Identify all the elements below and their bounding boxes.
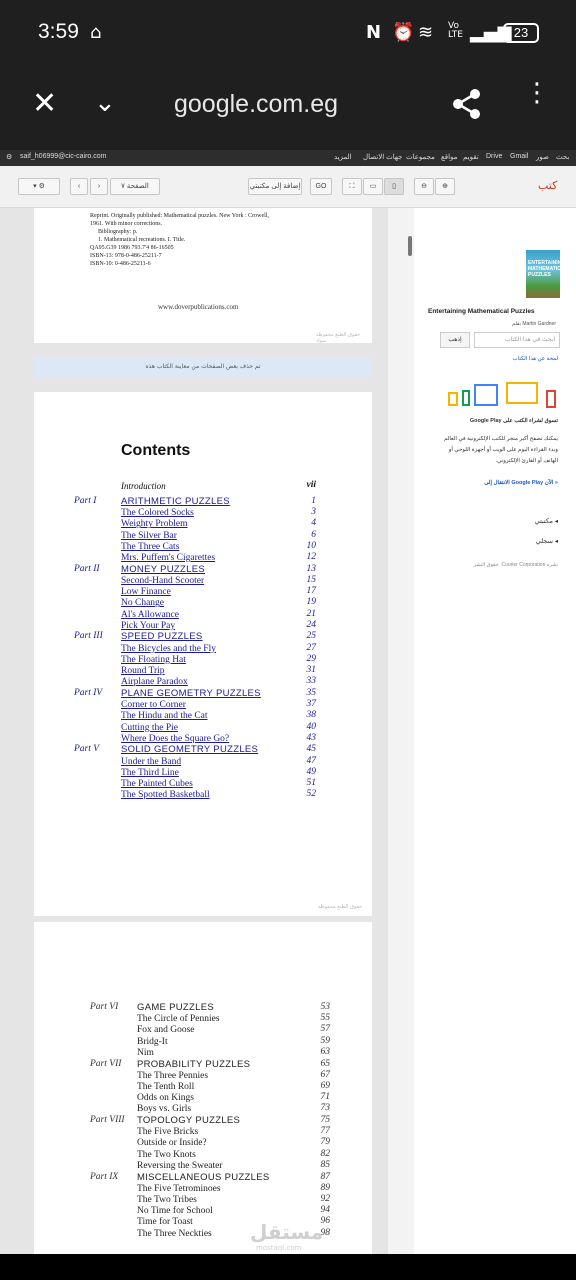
play-heading: تسوق لشراء الكتب على Google Play (469, 418, 558, 424)
battery-indicator: 23 (503, 23, 539, 43)
toc-entry-page: 77 (320, 1126, 330, 1137)
toc-entry[interactable]: Airplane Paradox (121, 677, 188, 688)
toc-entry[interactable]: The Bicycles and the Fly (121, 643, 216, 654)
toc-entry-page: 40 (306, 721, 316, 732)
part-title[interactable]: MONEY PUZZLES (121, 563, 205, 575)
copyright-line: 1961. With minor corrections. (90, 221, 163, 227)
add-to-library-button[interactable]: إضافة إلى مكتبتي (248, 178, 302, 195)
volte-label: Vo LTE (448, 21, 463, 40)
toc-entry-page: 94 (320, 1205, 330, 1216)
google-bar (0, 150, 576, 166)
toc-entry[interactable]: Mrs. Puffem's Cigarettes (121, 553, 216, 563)
copyright-line: ISBN-13: 978-0-486-25211-7 (90, 253, 162, 259)
toc-entry-page: 6 (311, 529, 316, 540)
clock: 3:59 (38, 20, 79, 43)
part-label: Part IX (90, 1171, 119, 1182)
part-label: Part V (74, 744, 100, 755)
prev-page-button[interactable]: ‹ (70, 178, 88, 195)
two-page-icon[interactable]: ▭ (363, 178, 383, 195)
toc-entry[interactable]: Low Finance (121, 587, 171, 598)
books-toolbar (0, 166, 576, 208)
toc-entry-page: 49 (306, 766, 316, 777)
part-label: Part II (74, 563, 100, 574)
part-page: 65 (320, 1058, 330, 1069)
alarm-icon: ⏰ (392, 22, 415, 43)
gbar-link-contacts[interactable]: جهات الاتصال (363, 154, 403, 161)
pages-omitted-notice: تم حذف بعض الصفحات من معاينة الكتاب هذه (34, 357, 372, 377)
publisher-info: نشره Courier Corporation. حقوق النشر (473, 562, 558, 568)
mostaql-logo-sub: mostaql.com (256, 1244, 302, 1252)
gbar-link-drive[interactable]: Drive (486, 153, 503, 160)
copyright-line: QA95.G39 1986 793.7'4 86-16505 (90, 245, 174, 251)
zoom-out-icon[interactable]: ⊖ (414, 178, 434, 195)
copyright-line: Reprint. Originally published: Mathematical puzzles. New York : Crowell, (90, 213, 269, 219)
play-description: يمكنك تصفح أكبر متجر للكتب الإلكترونية في العالم وبدء القراءة اليوم على الويب أو أجهزة اللوحي أو الهاتف أو القارئ الإلكتروني. (444, 436, 558, 464)
toc-entry: The Two Tribes (137, 1194, 197, 1205)
toc-entry-page: 63 (320, 1046, 330, 1057)
toc-entry[interactable]: The Colored Socks (121, 508, 194, 519)
toc-entry: The Three Pennies (137, 1070, 209, 1081)
part-page: 87 (320, 1171, 330, 1182)
toc-entry[interactable]: Weighty Problem (121, 519, 188, 530)
book-cover[interactable]: ENTERTAINING MATHEMATICAL PUZZLES (526, 250, 560, 298)
toc-entry[interactable]: The Third Line (121, 767, 179, 778)
toc-entry[interactable]: Pick Your Pay (121, 620, 176, 631)
toc-entry-page: 55 (320, 1013, 330, 1024)
part-page: 53 (320, 1002, 330, 1012)
toc-entry-page: 21 (306, 608, 316, 619)
gbar-link-more[interactable]: المزيد (334, 154, 352, 161)
part-page: 75 (320, 1115, 330, 1125)
toc-entry: Time for Toast (137, 1217, 193, 1228)
toc-entry[interactable]: Where Does the Square Go? (121, 733, 230, 744)
toc-entry-page: 96 (320, 1216, 330, 1227)
toc-entry-page: 79 (320, 1137, 330, 1148)
url-text[interactable]: google.com.eg (174, 90, 339, 118)
nfc-icon: N (366, 22, 382, 43)
toc-entry[interactable]: The Silver Bar (121, 530, 177, 541)
toc-entry-page: 15 (306, 574, 316, 585)
signal-icon: ▂▄▆ (470, 22, 512, 43)
toc-entry[interactable]: Al's Allowance (121, 609, 179, 620)
toc-entry-page: 38 (306, 710, 316, 721)
toc-entry-page: 69 (320, 1080, 330, 1091)
toc-entry-page: 43 (306, 732, 316, 743)
part-label: Part I (74, 496, 97, 506)
contents-heading: Contents (121, 442, 191, 459)
toc-entry-page: 85 (320, 1159, 330, 1170)
toc-entry-page: 98 (320, 1227, 330, 1238)
toc-entry-page: 57 (320, 1024, 330, 1035)
toc-entry-page: 33 (306, 676, 316, 687)
gbar-link-sites[interactable]: مواقع (441, 154, 458, 161)
toc-entry-page: 52 (306, 789, 316, 800)
viewer-scrollbar[interactable] (388, 208, 414, 1254)
page-watermark: حقوق الطبع محفوظة بمواد (316, 332, 361, 344)
toc-entry-page: 19 (306, 597, 316, 608)
part-label: Part VIII (90, 1115, 125, 1125)
toc-entry: Nim (137, 1047, 154, 1058)
toc-entry-page: 12 (306, 552, 316, 562)
part-label: Part III (74, 631, 103, 642)
toc-entry[interactable]: Cutting the Pie (121, 722, 178, 733)
toc-entry: Odds on Kings (137, 1093, 195, 1104)
gbar-link-gmail[interactable]: Gmail (510, 153, 529, 160)
toc-entry[interactable]: The Hindu and the Cat (121, 711, 208, 722)
toc-entry[interactable]: The Painted Cubes (121, 779, 193, 789)
copyright-line: Bibliography: p. (98, 229, 138, 235)
toc-entry: Boys vs. Girls (137, 1104, 192, 1115)
next-page-button[interactable]: › (90, 178, 108, 195)
copyright-line: ISBN-10: 0-486-25211-6 (90, 261, 151, 267)
toc-entry: The Three Neckties (137, 1228, 212, 1239)
copyright-line: 1. Mathematical recreations. I. Title. (98, 237, 186, 243)
intro-title: Introduction (121, 481, 166, 491)
part-title[interactable]: SPEED PUZZLES (121, 631, 203, 643)
toc-entry-page: 89 (320, 1182, 330, 1193)
toc-entry[interactable]: No Change (121, 598, 165, 609)
toc-entry-page: 31 (306, 665, 316, 675)
settings-button[interactable]: ▾ ⚙ (18, 178, 60, 195)
book-title: Entertaining Mathematical Puzzles (428, 308, 535, 315)
menu-dots-icon[interactable]: ⋮ (524, 78, 550, 108)
part-page: 1 (311, 496, 316, 506)
toc-entry-page: 71 (320, 1092, 330, 1103)
search-book-input[interactable]: ابحث في هذا الكتاب (474, 332, 560, 348)
toc-entry[interactable]: Round Trip (121, 666, 165, 676)
book-viewer[interactable] (0, 208, 388, 1254)
part-label: Part IV (74, 687, 103, 698)
account-label[interactable]: saif_h06999@cic-cairo.com (20, 153, 107, 160)
single-page-icon[interactable]: ▯ (384, 178, 404, 195)
books-logo[interactable]: كتب (538, 180, 558, 192)
link-button[interactable]: GO (310, 178, 332, 195)
my-history-link[interactable]: ◂ سجلي (535, 538, 558, 545)
toc-entry-page: 67 (320, 1069, 330, 1080)
toc-entry: The Two Knots (137, 1149, 196, 1160)
part-page: 13 (306, 563, 316, 574)
toc-entry-page: 4 (311, 518, 316, 529)
toc-entry: The Circle of Pennies (137, 1014, 220, 1025)
wifi-icon: ≋ (418, 22, 434, 43)
fullscreen-icon[interactable]: ⛶ (342, 178, 362, 195)
toc-entry-page: 24 (306, 619, 316, 630)
chevron-down-icon[interactable]: ⌄ (94, 88, 116, 118)
part-title: PROBABILITY PUZZLES (137, 1058, 251, 1070)
toc-entry-page: 47 (306, 755, 316, 766)
gbar-link-groups[interactable]: مجموعات (406, 154, 435, 161)
google-play-link[interactable]: الانتقال إلى Google Play الآن » (484, 480, 558, 486)
part-label: Part VII (90, 1058, 122, 1069)
search-book-button[interactable]: إذهب (440, 332, 470, 348)
intro-page: vii (306, 480, 316, 490)
part-page: 45 (306, 744, 316, 755)
book-page-copyright (34, 208, 372, 343)
close-tab-icon[interactable]: ✕ (32, 86, 58, 121)
toc-entry-page: 37 (306, 699, 316, 710)
part-title[interactable]: PLANE GEOMETRY PUZZLES (121, 687, 261, 699)
toc-entry-page: 17 (306, 586, 316, 597)
status-bar (0, 0, 576, 66)
part-title: GAME PUZZLES (137, 1002, 214, 1013)
part-label: Part VI (90, 1002, 119, 1012)
gbar-link-search[interactable]: بحث (556, 154, 570, 161)
publisher-website: www.doverpublications.com (158, 303, 239, 311)
part-page: 25 (306, 631, 316, 642)
my-library-link[interactable]: ◂ مكتبتي (534, 518, 558, 525)
toc-entry-page: 82 (320, 1148, 330, 1159)
toc-entry: The Five Bricks (137, 1127, 199, 1138)
toc-entry: Outside or Inside? (137, 1138, 207, 1149)
part-title[interactable]: SOLID GEOMETRY PUZZLES (121, 744, 259, 756)
scrollbar-thumb[interactable] (408, 236, 412, 256)
about-book-link[interactable]: لمحة عن هذا الكتاب (512, 356, 558, 362)
part-page: 35 (306, 687, 316, 698)
part-title: TOPOLOGY PUZZLES (137, 1115, 241, 1126)
toc-entry: No Time for School (137, 1206, 213, 1217)
toc-entry-page: 3 (311, 507, 316, 518)
toc-entry[interactable]: The Three Cats (121, 541, 180, 552)
toc-entry[interactable]: Corner to Corner (121, 700, 186, 711)
toc-entry[interactable]: The Floating Hat (121, 654, 186, 665)
toc-entry[interactable]: Second-Hand Scooter (121, 575, 205, 586)
toc-entry: The Five Tetrominoes (137, 1183, 221, 1194)
toc-entry[interactable]: The Spotted Basketball (121, 790, 210, 801)
part-title[interactable]: ARITHMETIC PUZZLES (121, 496, 230, 507)
part-title: MISCELLANEOUS PUZZLES (137, 1171, 270, 1183)
page-watermark: حقوق الطبع محفوظة (318, 904, 363, 910)
toc-entry-page: 73 (320, 1103, 330, 1114)
toc-entry-page: 29 (306, 653, 316, 664)
toc-entry-page: 51 (306, 778, 316, 788)
page-select[interactable]: الصفحة ٧ (110, 178, 160, 195)
mostaql-logo: مستقل (250, 1220, 324, 1244)
toc-entry: Fox and Goose (137, 1025, 195, 1036)
notification-icon: ⌂ (90, 22, 102, 43)
zoom-in-icon[interactable]: ⊕ (435, 178, 455, 195)
gear-icon[interactable]: ⚙ (6, 154, 13, 161)
toc-entry-page: 10 (306, 540, 316, 551)
browser-url-bar (0, 66, 576, 150)
toc-entry-page: 92 (320, 1193, 330, 1204)
book-sidebar (414, 208, 576, 1254)
share-icon[interactable] (452, 88, 482, 120)
book-page-contents (34, 392, 372, 916)
book-page-contents-2 (34, 922, 372, 1254)
toc-entry-page: 27 (306, 642, 316, 653)
toc-entry: The Tenth Roll (137, 1081, 195, 1092)
toc-entry-page: 59 (320, 1035, 330, 1046)
gbar-link-calendar[interactable]: تقويم (463, 154, 479, 161)
gbar-link-images[interactable]: صور (536, 154, 549, 161)
toc-entry[interactable]: Under the Band (121, 756, 182, 767)
book-author[interactable]: بقلم Martin Gardner (512, 321, 556, 327)
toc-entry: Reversing the Sweater (137, 1160, 223, 1171)
toc-entry: Bridg-It (137, 1036, 168, 1047)
